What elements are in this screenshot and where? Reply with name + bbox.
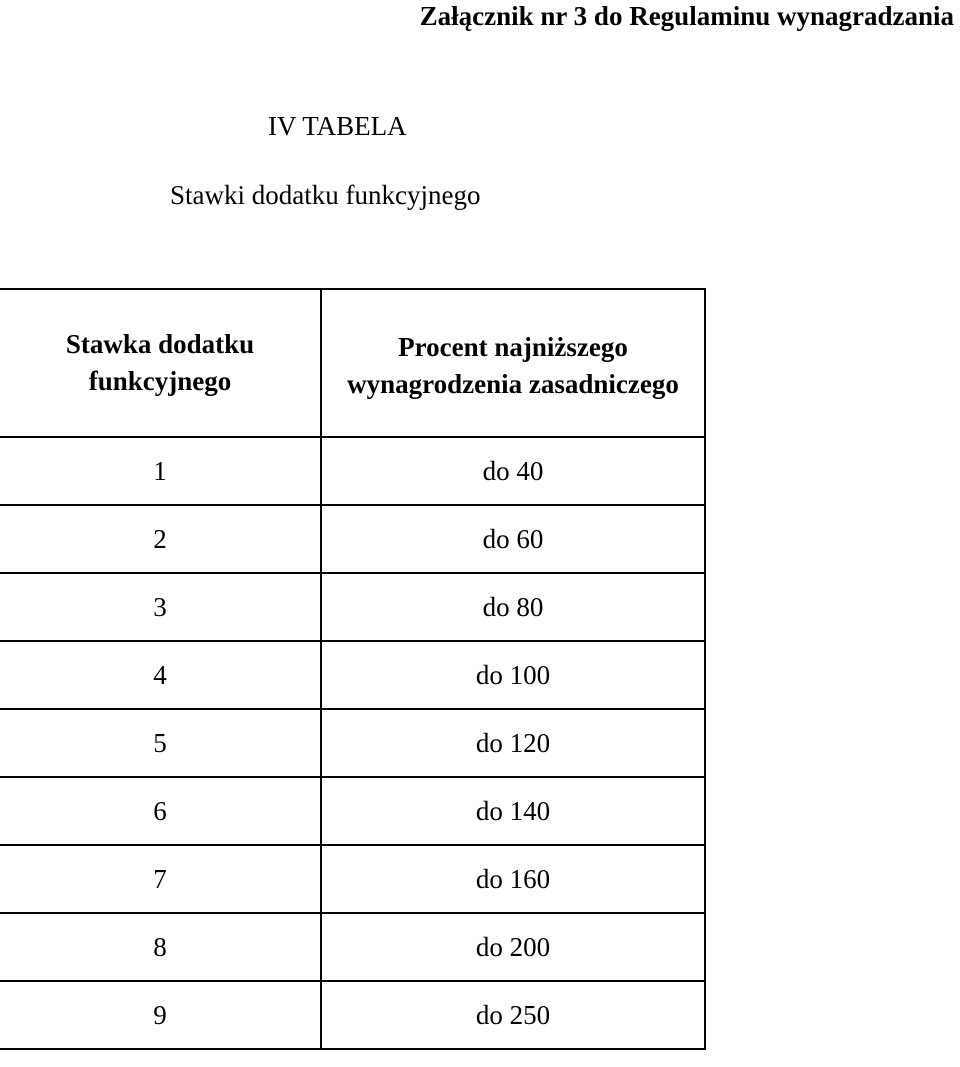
rate-cell: 8 [0,913,321,981]
table-row [0,913,705,981]
table-row [0,437,705,505]
percent-cell: do 200 [321,913,705,981]
rate-cell: 4 [0,641,321,709]
percent-cell: do 40 [321,437,705,505]
percent-cell: do 250 [321,981,705,1049]
percent-cell: do 80 [321,573,705,641]
rate-cell: 5 [0,709,321,777]
table-row [0,641,705,709]
rate-cell: 9 [0,981,321,1049]
table-row [0,709,705,777]
rate-cell: 1 [0,437,321,505]
percent-cell: do 120 [321,709,705,777]
section-title: IV TABELA [268,111,407,141]
percent-cell: do 100 [321,641,705,709]
attachment-title: Załącznik nr 3 do Regulaminu wynagradzania [419,1,954,31]
table-subtitle: Stawki dodatku funkcyjnego [170,180,481,210]
table-row [0,505,705,573]
table-header-row [0,289,705,437]
table-row [0,777,705,845]
rate-cell: 2 [0,505,321,573]
header-rate: Stawka dodatku funkcyjnego [0,289,321,437]
rate-cell: 6 [0,777,321,845]
percent-cell: do 160 [321,845,705,913]
table-row [0,845,705,913]
rate-cell: 7 [0,845,321,913]
percent-cell: do 60 [321,505,705,573]
header-percent: Procent najniższego wynagrodzenia zasadniczego [321,289,705,437]
rate-cell: 3 [0,573,321,641]
percent-cell: do 140 [321,777,705,845]
table-row [0,981,705,1049]
table-row [0,573,705,641]
rates-table [0,288,706,1050]
